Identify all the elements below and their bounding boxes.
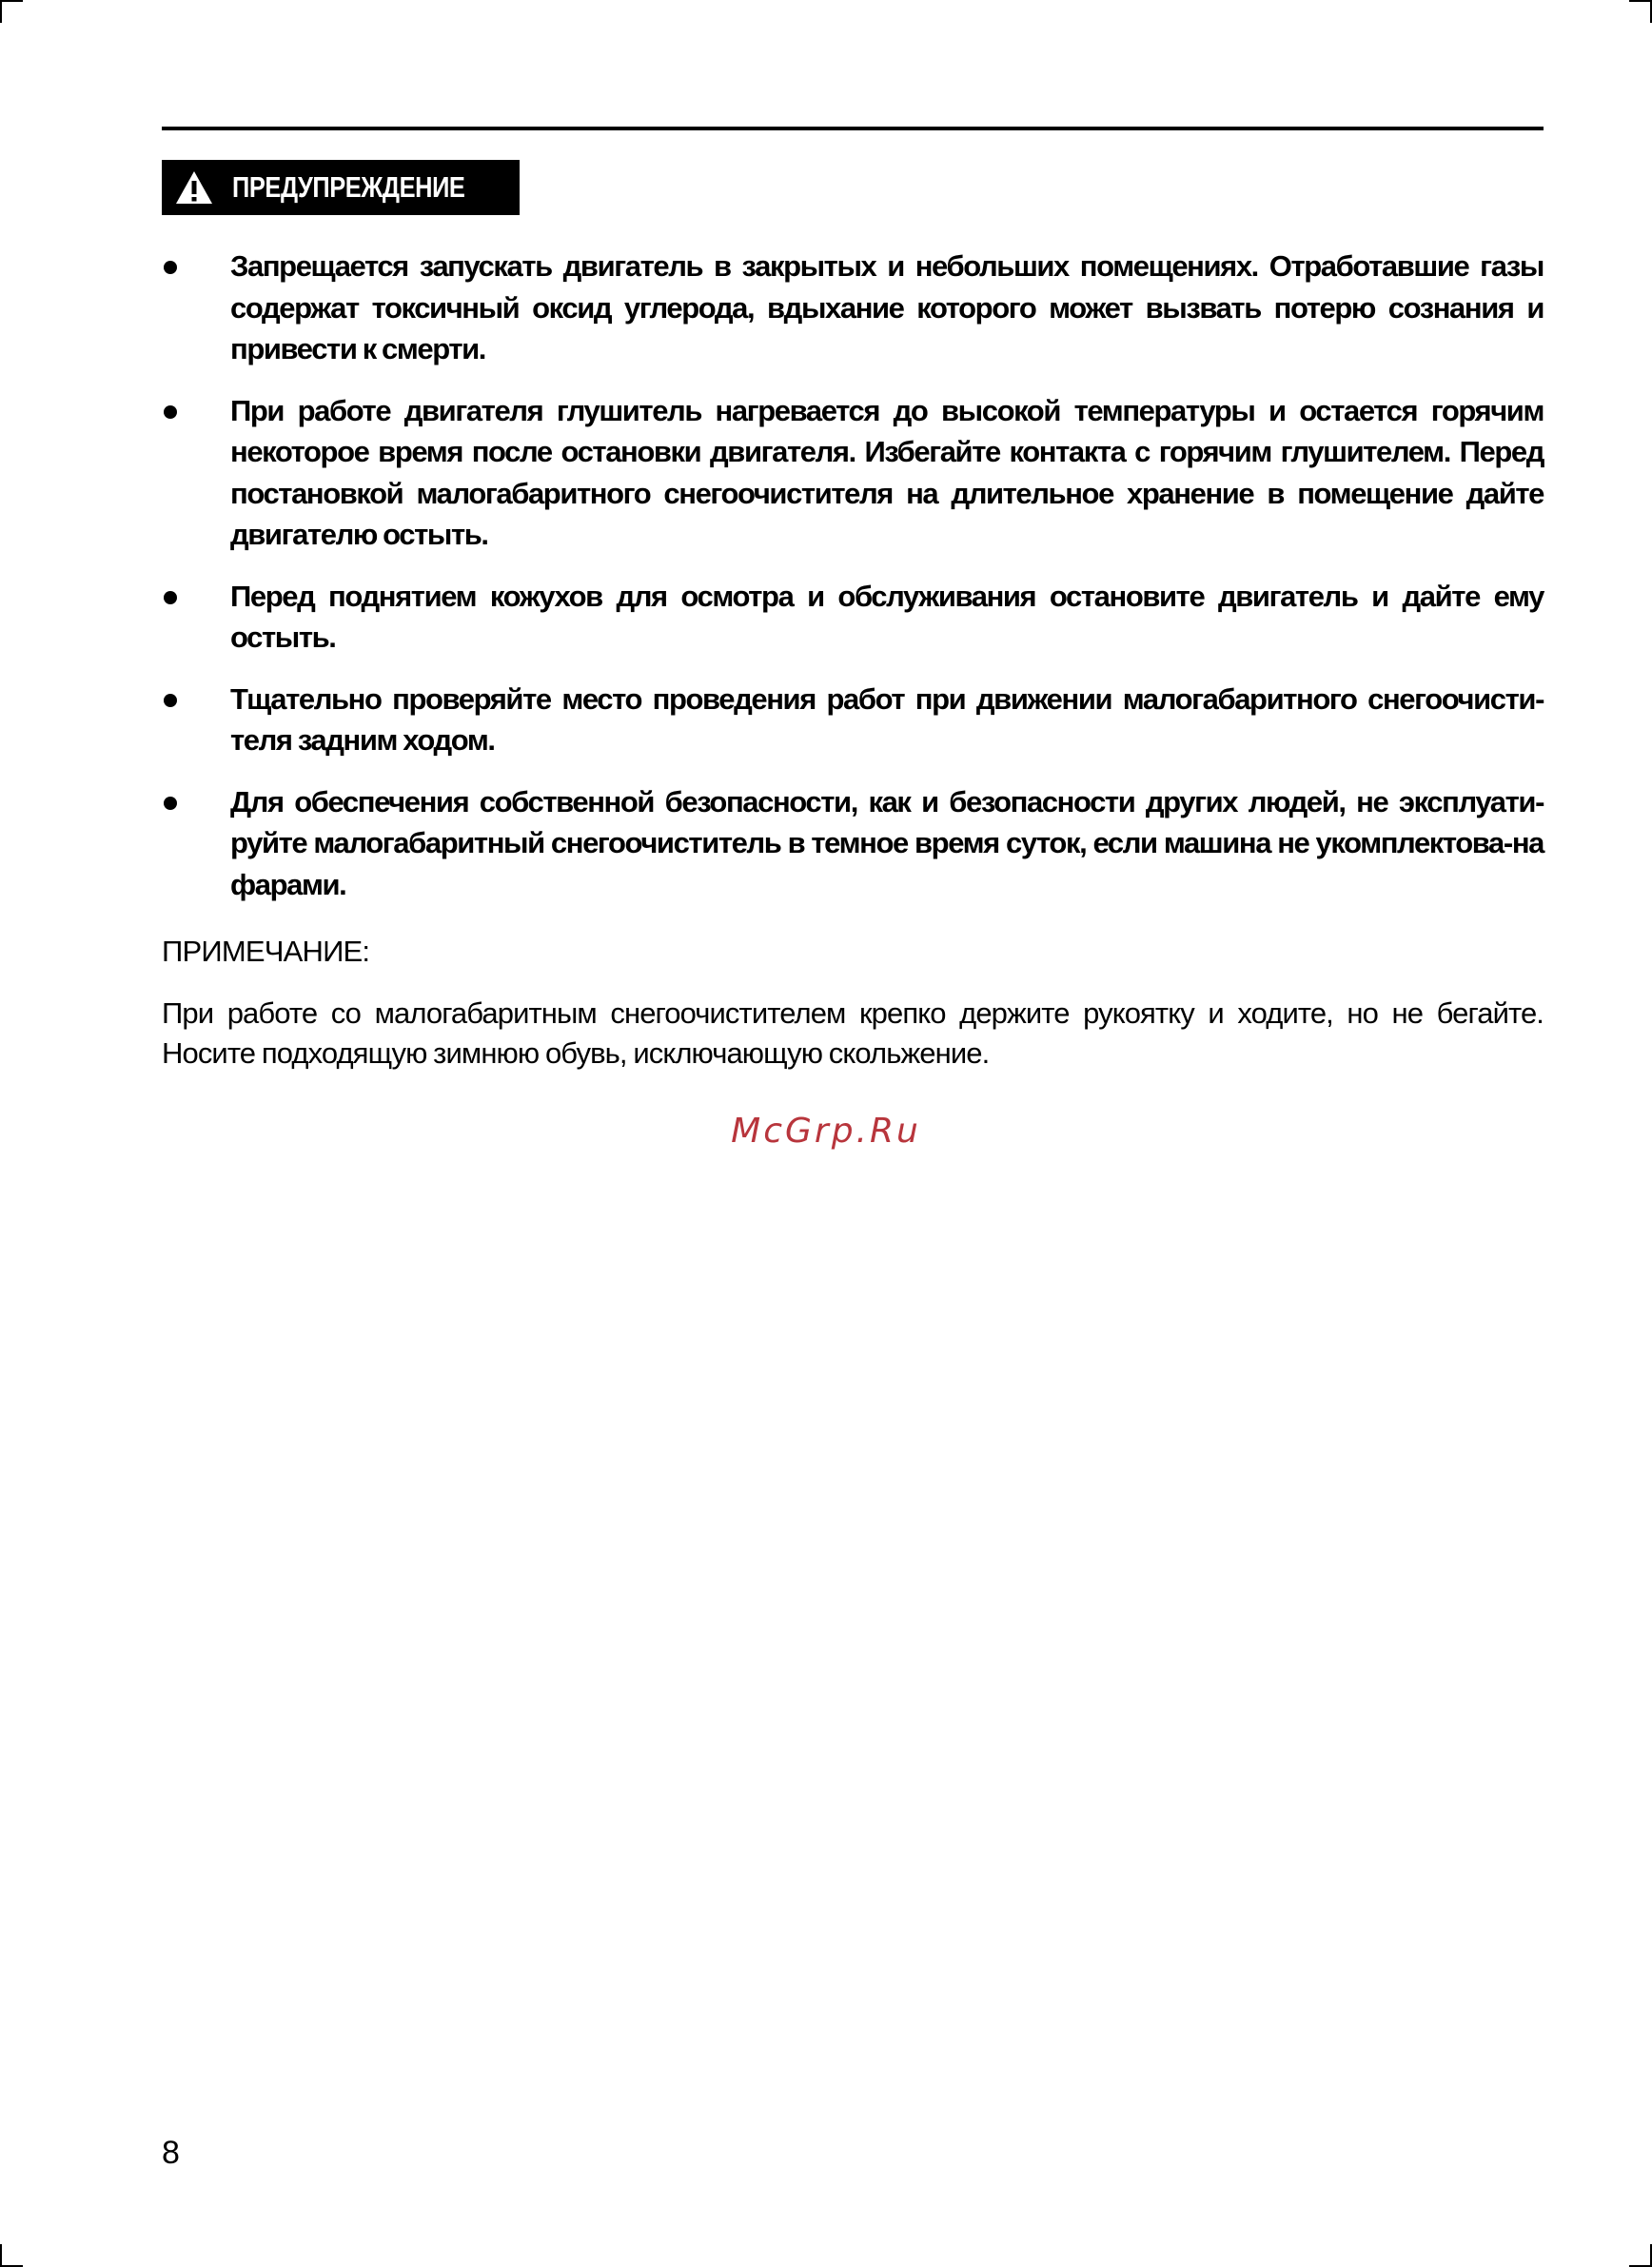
bullet-dot-icon [164, 797, 177, 810]
list-item-text: Для обеспечения собственной безопасности, как и безопасности других людей, не эксплуати-руйте малогабаритный снегоочиститель в темное время суток, если машина не укомплектова-на фарами. [230, 784, 1544, 901]
watermark: McGrp.Ru [731, 1112, 921, 1151]
list-item-text: При работе двигателя глушитель нагревается до высокой температуры и остается горячим некоторое время после остановки двигателя. Избегайте контакта с горячим глушителем. Перед постановкой малогабаритного снегоочистителя на длительное хранение в помещение дайте двигателю остыть. [230, 393, 1544, 551]
crop-mark-top-right-h [1629, 0, 1652, 2]
crop-mark-top-left-h [0, 0, 23, 2]
bullet-dot-icon [164, 591, 177, 604]
note-heading: ПРИМЕЧАНИЕ: [162, 935, 370, 968]
list-item [162, 781, 1544, 906]
list-item [162, 246, 1544, 370]
warning-list [162, 246, 1544, 925]
crop-mark-top-left-v [0, 0, 2, 23]
bullet-dot-icon [164, 694, 177, 707]
crop-mark-bottom-left-v [0, 2244, 2, 2267]
note-body: При работе со малогабаритным снегоочистителем крепко держите рукоятку и ходите, но не бегайте. Носите подходящую зимнюю обувь, исключающую скольжение. [162, 996, 1544, 1070]
top-rule [162, 127, 1544, 130]
warning-triangle-icon [173, 168, 215, 207]
list-item [162, 679, 1544, 761]
list-item-text: Запрещается запускать двигатель в закрытых и небольших помещениях. Отработавшие газы содержат токсичный оксид углерода, вдыхание которого может вызвать потерю сознания и привести к смерти. [230, 249, 1544, 365]
list-item-text: Тщательно проверяйте место проведения работ при движении малогабаритного снегоочисти-теля задним ходом. [230, 681, 1544, 757]
warning-label [162, 160, 520, 215]
page-number: 8 [162, 2135, 180, 2171]
list-item-text: Перед поднятием кожухов для осмотра и обслуживания остановите двигатель и дайте ему остыть. [230, 579, 1544, 654]
bullet-dot-icon [164, 405, 177, 419]
warning-title: ПРЕДУПРЕЖДЕНИЕ [232, 170, 465, 204]
list-item [162, 576, 1544, 659]
list-item [162, 390, 1544, 556]
bullet-dot-icon [164, 261, 177, 274]
